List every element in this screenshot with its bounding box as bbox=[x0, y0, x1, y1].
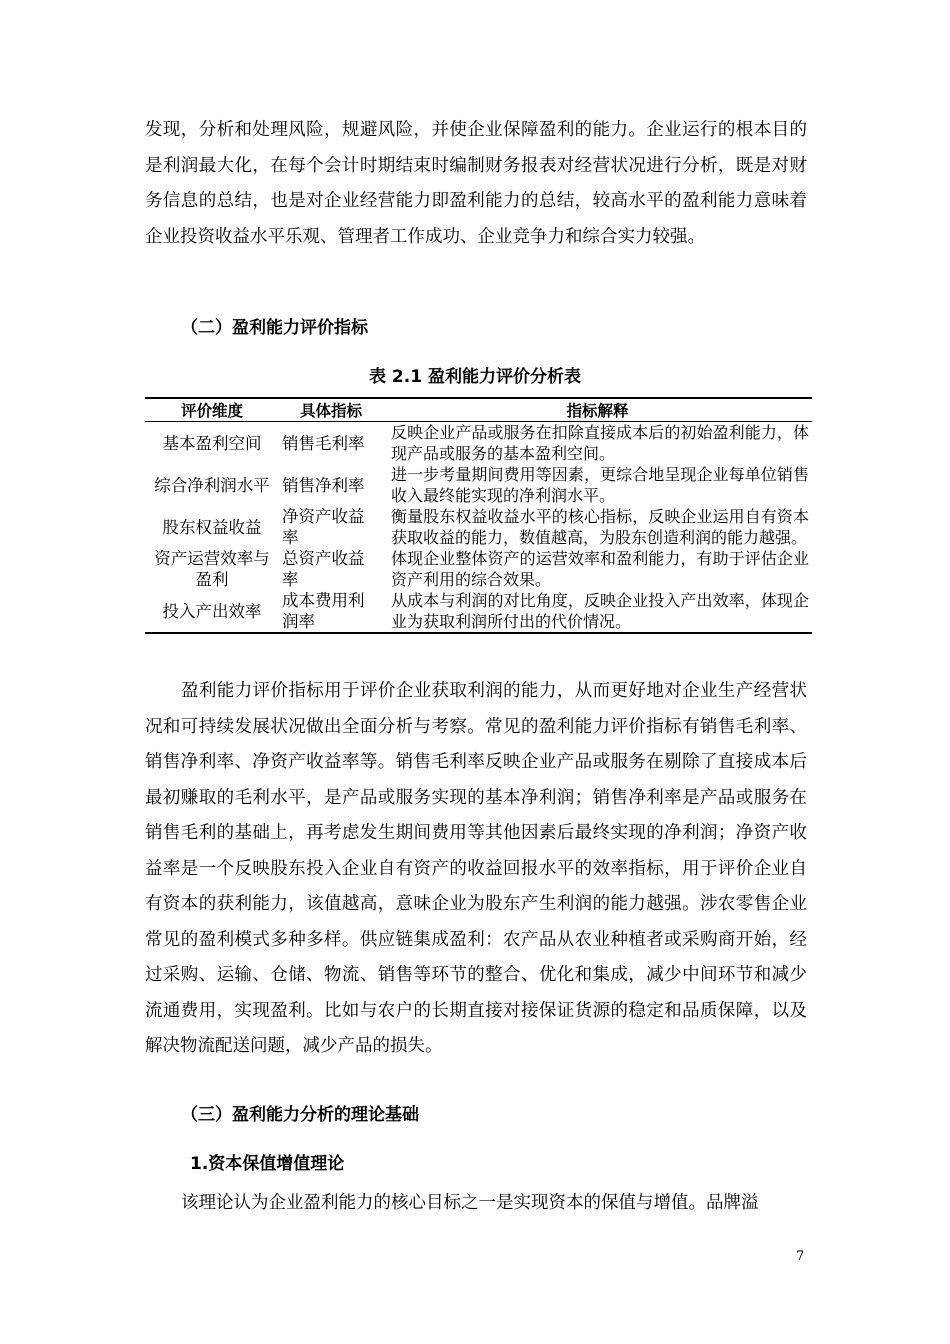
cell-indicator: 销售净利率 bbox=[282, 475, 365, 495]
table-header-row bbox=[145, 398, 812, 422]
cell-dimension: 投入产出效率 bbox=[145, 590, 279, 633]
table-row bbox=[145, 590, 812, 633]
body-paragraph-indicators: 盈利能力评价指标用于评价企业获取利润的能力，从而更好地对企业生产经营状况和可持续发展状况做出全面分析与考察。常见的盈利能力评价指标有销售毛利率、销售净利率、净资产收益率等。销售毛利率反映企业产品或服务在剔除了直接成本后最初赚取的毛利水平，是产品或服务实现的基本净利润；销售净利率是产品或服务在销售毛利的基础上，再考虑发生期间费用等其他因素后最终实现的净利润；净资产收益率是一个反映股东投入企业自有资产的收益回报水平的效率指标，用于评价企业自有资本的获利能力，该值越高，意味企业为股东产生利润的能力越强。涉农零售企业常见的盈利模式多种多样。供应链集成盈利：农产品从农业种植者或采购商开始，经过采购、运输、仓储、物流、销售等环节的整合、优化和集成，减少中间环节和减少流通费用，实现盈利。比如与农户的长期直接对接保证货源的稳定和品质保障，以及解决物流配送问题，减少产品的损失。 bbox=[145, 681, 807, 1056]
cell-indicator: 总资产收益率 bbox=[282, 549, 365, 589]
column-header-indicator: 具体指标 bbox=[279, 398, 383, 422]
cell-explanation: 从成本与利润的对比角度，反映企业投入产出效率，体现企业为获取利润所付出的代价情况。 bbox=[383, 590, 812, 633]
column-header-explanation: 指标解释 bbox=[383, 398, 812, 422]
cell-dimension: 资产运营效率与盈利 bbox=[154, 549, 270, 589]
table-row bbox=[145, 548, 812, 590]
cell-indicator: 销售毛利率 bbox=[282, 433, 365, 453]
table-row bbox=[145, 506, 812, 548]
body-paragraph-capital: 该理论认为企业盈利能力的核心目标之一是实现资本的保值与增值。品牌溢 bbox=[181, 1193, 759, 1213]
cell-explanation: 衡量股东权益收益水平的核心指标，反映企业运用自有资本获取收益的能力，数值越高，为股东创造利润的能力越强。 bbox=[391, 507, 809, 547]
section-heading-theory: （三）盈利能力分析的理论基础 bbox=[181, 1105, 419, 1125]
cell-dimension: 综合净利润水平 bbox=[154, 475, 270, 495]
table-row bbox=[145, 422, 812, 465]
cell-dimension: 股东权益收益 bbox=[162, 517, 262, 537]
cell-dimension: 基本盈利空间 bbox=[162, 433, 262, 453]
page-number: 7 bbox=[796, 1249, 805, 1264]
section-heading-indicators: （二）盈利能力评价指标 bbox=[181, 318, 368, 338]
body-paragraph-risk: 发现，分析和处理风险，规避风险，并使企业保障盈利的能力。企业运行的根本目的是利润最大化，在每个会计时期结束时编制财务报表对经营状况进行分析，既是对财务信息的总结，也是对企业经营能力即盈利能力的总结，较高水平的盈利能力意味着企业投资收益水平乐观、管理者工作成功、企业竞争力和综合实力较强。 bbox=[145, 120, 807, 247]
subsection-heading-capital: 1.资本保值增值理论 bbox=[190, 1154, 345, 1174]
cell-explanation: 进一步考量期间费用等因素，更综合地呈现企业每单位销售收入最终能实现的净利润水平。 bbox=[391, 465, 809, 505]
table-caption: 表 2.1 盈利能力评价分析表 bbox=[369, 367, 581, 387]
cell-explanation: 体现企业整体资产的运营效率和盈利能力，有助于评估企业资产利用的综合效果。 bbox=[391, 549, 809, 589]
cell-explanation: 反映企业产品或服务在扣除直接成本后的初始盈利能力，体现产品或服务的基本盈利空间。 bbox=[391, 423, 809, 463]
profitability-table bbox=[145, 397, 812, 634]
table-row bbox=[145, 464, 812, 506]
column-header-dimension: 评价维度 bbox=[145, 398, 279, 422]
cell-indicator: 成本费用利润率 bbox=[279, 590, 383, 633]
cell-indicator: 净资产收益率 bbox=[282, 507, 365, 547]
